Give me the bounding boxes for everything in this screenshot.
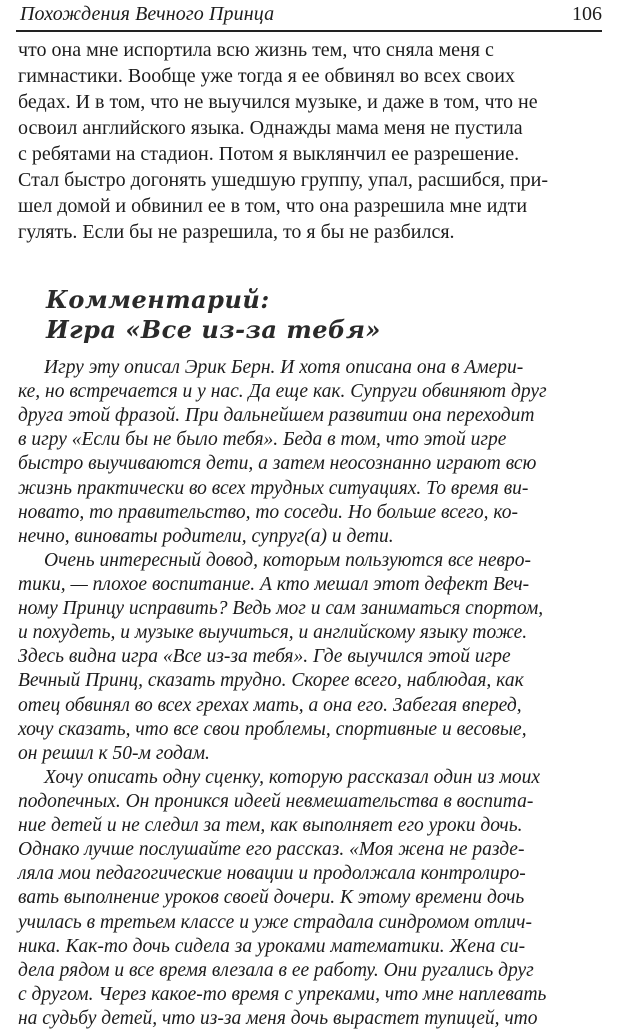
comment-line: вать выполнение уроков своей дочери. К этому времени дочь: [18, 887, 525, 909]
intro-line: гулять. Если бы не разрешила, то я бы не разбился.: [18, 221, 455, 243]
comment-line: новато, то правительство, то соседи. Но больше всего, ко-: [18, 501, 519, 523]
comment-line: с другом. Через какое-то время с упреками, что мне наплевать: [18, 983, 547, 1005]
comment-heading-label: Комментарий:: [46, 285, 270, 314]
intro-line: бедах. И в том, что не выучился музыке, и даже в том, что не: [18, 91, 538, 113]
comment-line: тики, — плохое воспитание. А кто мешал этот дефект Веч-: [18, 574, 530, 595]
intro-line: Стал быстро догонять ушедшую группу, упал, расшибся, при-: [18, 169, 548, 191]
comment-line: быстро выучиваются дети, а затем неосознанно играют всю: [18, 453, 537, 475]
intro-line: что она мне испортила всю жизнь тем, что сняла меня с: [18, 39, 494, 61]
comment-line: и похудеть, и музыке выучиться, и английскому языку тоже.: [18, 622, 528, 644]
comment-line: жизнь практически во всех трудных ситуациях. То время ви-: [18, 477, 529, 499]
intro-line: освоил английского языка. Однажды мама меня не пустила: [18, 117, 523, 139]
intro-line: с ребятами на стадион. Потом я выклянчил ее разрешение.: [18, 143, 520, 165]
comment-line: подопечных. Он проникся идеей невмешательства в воспита-: [18, 791, 534, 812]
comment-line: дела рядом и все время влезала в ее работу. Они ругались друг: [18, 959, 534, 981]
comment-line: Здесь видна игра «Все из-за тебя». Где выучился этой игре: [18, 646, 511, 668]
comment-line: на судьбу детей, что из-за меня дочь вырастет тупицей, что: [18, 1008, 538, 1029]
comment-line: ника. Как-то дочь сидела за уроками математики. Жена си-: [18, 935, 526, 957]
comment-line: Хочу описать одну сценку, которую рассказал один из моих: [44, 766, 541, 788]
comment-line: отец обвинял во всех грехах мать, а она его. Забегая вперед,: [18, 694, 522, 716]
intro-line: шел домой и обвинил ее в том, что она разрешила мне идти: [18, 195, 528, 217]
comment-line: ляла мои педагогические новации и продолжала контролиро-: [18, 863, 526, 885]
comment-line: училась в третьем классе и уже страдала синдромом отлич-: [18, 911, 532, 933]
intro-line: гимнастики. Вообще уже тогда я ее обвинял во всех своих: [18, 65, 515, 87]
running-header: [16, 0, 602, 32]
comment-heading-title: Игра «Все из-за тебя»: [46, 315, 381, 344]
page-number: 106: [572, 3, 602, 25]
comment-line: Вечный Принц, сказать трудно. Скорее всего, наблюдая, как: [18, 670, 524, 692]
comment-line: нечно, виноваты родители, супруг(а) и дети.: [18, 525, 394, 547]
comment-line: друга этой фразой. При дальнейшем развитии она переходит: [18, 405, 535, 427]
running-title: Похождения Вечного Принца: [20, 3, 275, 25]
comment-line: Очень интересный довод, которым пользуются все невро-: [44, 549, 531, 571]
comment-line: он решил к 50-м годам.: [18, 742, 210, 764]
comment-line: Игру эту описал Эрик Берн. И хотя описана она в Амери-: [44, 357, 524, 378]
comment-line: ние детей и не следил за тем, как выполняет его уроки дочь.: [18, 815, 523, 837]
comment-line: ному Принцу исправить? Ведь мог и сам заниматься спортом,: [18, 598, 544, 620]
comment-line: хочу сказать, что все свои проблемы, спортивные и весовые,: [18, 718, 527, 740]
comment-line: ке, но встречается и у нас. Да еще как. Супруги обвиняют друг: [18, 381, 547, 403]
comment-line: Однако лучше послушайте его рассказ. «Моя жена не разде-: [18, 839, 525, 861]
comment-line: в игру «Если бы не было тебя». Беда в том, что этой игре: [18, 429, 507, 451]
